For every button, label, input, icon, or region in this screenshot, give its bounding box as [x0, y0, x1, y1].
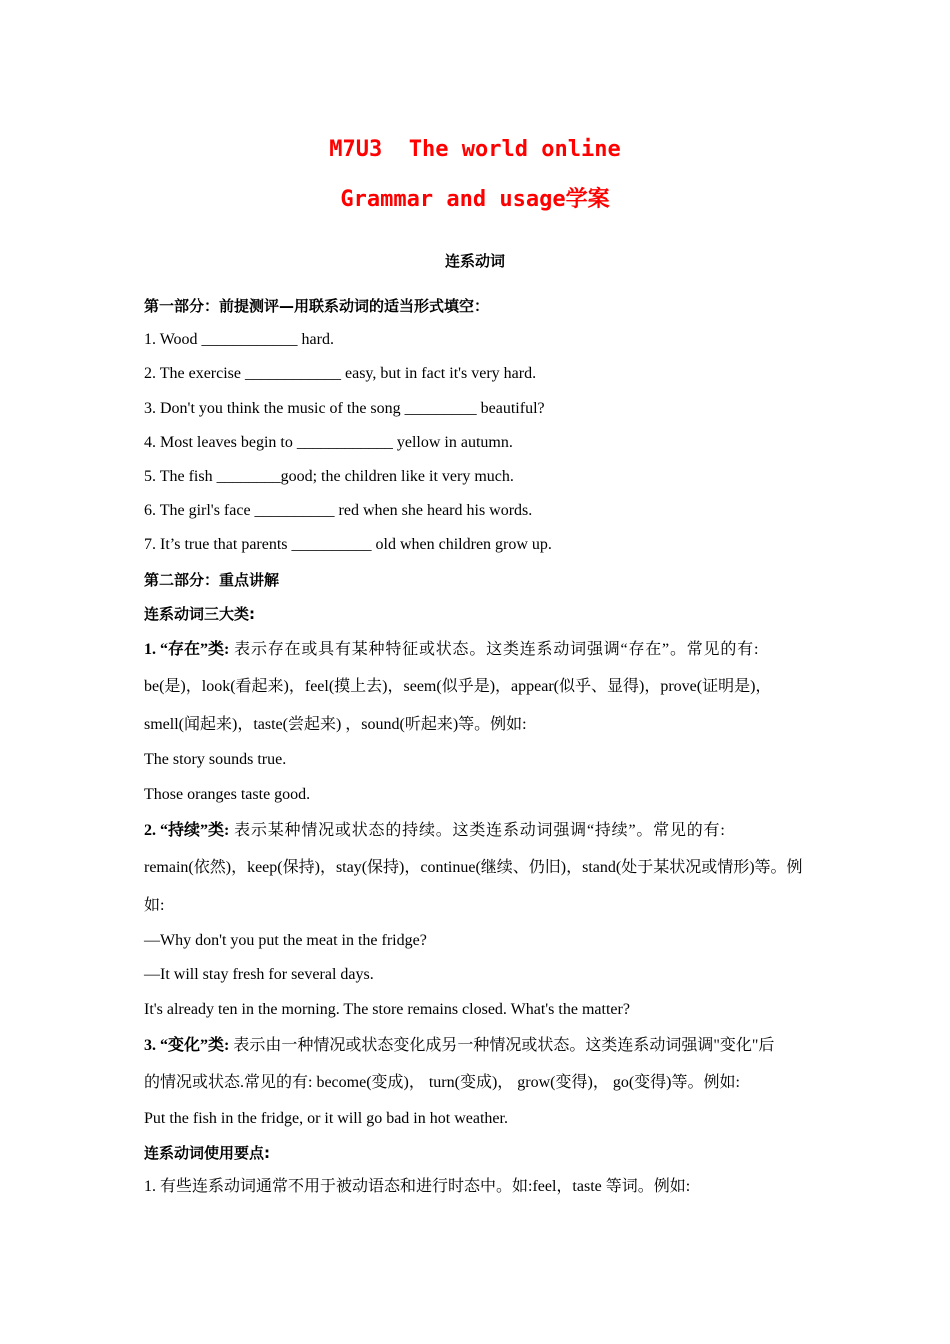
- type2-paragraph: [144, 812, 816, 850]
- type1-example-1: The story sounds true.: [144, 751, 287, 769]
- type3-description: 表示由一种情况或状态变化成另一种情况或状态。这类连系动词强调"变化"后: [229, 1036, 775, 1054]
- type2-line2: remain(依然)，keep(保持)，stay(保持)，continue(继续、仍旧)，stand(处于某状况或情形)等。例: [144, 859, 803, 877]
- type2-example-3: It's already ten in the morning. The store remains closed. What's the matter?: [144, 1000, 630, 1018]
- part1-heading: 第一部分：前提测评—用联系动词的适当形式填空：: [144, 297, 490, 315]
- topic-heading: 连系动词: [444, 252, 505, 270]
- type2-example-1: —Why don't you put the meat in the fridge?: [144, 932, 427, 950]
- type2-description: 表示某种情况或状态的持续。这类连系动词强调“持续”。常见的有:: [229, 821, 726, 839]
- question-6: 6. The girl's face __________ red when she heard his words.: [144, 502, 533, 520]
- part2-heading: 第二部分：重点讲解: [144, 570, 280, 589]
- question-4: 4. Most leaves begin to ____________ yellow in autumn.: [144, 433, 513, 451]
- type1-description: 表示存在或具有某种特征或状态。这类连系动词强调“存在”。常见的有:: [229, 640, 760, 658]
- usage-point-1: 1. 有些连系动词通常不用于被动语态和进行时态中。如:feel，taste 等词。例如:: [144, 1178, 691, 1196]
- question-7: 7. It’s true that parents __________ old when children grow up.: [144, 536, 552, 554]
- type1-paragraph: [144, 631, 816, 669]
- type2-label: 2. “持续”类:: [144, 821, 230, 839]
- types-heading: 连系动词三大类:: [144, 604, 255, 623]
- type1-label: 1. “存在”类:: [144, 640, 230, 658]
- type3-example-1: Put the fish in the fridge, or it will go bad in hot weather.: [144, 1109, 508, 1127]
- document-body: [144, 289, 816, 1204]
- document-title: M7U3 The world online: [329, 137, 621, 162]
- type1-example-2: Those oranges taste good.: [144, 785, 311, 803]
- type1-line3: smell(闻起来)，taste(尝起来) ，sound(听起来)等。例如:: [144, 715, 527, 733]
- type3-line2: 的情况或状态.常见的有: become(变成)， turn(变成)， grow(变得)， go(变得)等。例如:: [144, 1074, 740, 1092]
- question-3: 3. Don't you think the music of the song _________ beautiful?: [144, 399, 545, 417]
- usage-heading: 连系动词使用要点:: [144, 1144, 270, 1162]
- document-subtitle-title: Grammar and usage学案: [340, 187, 610, 212]
- type2-example-2: —It will stay fresh for several days.: [144, 966, 374, 984]
- question-2: 2. The exercise ____________ easy, but in fact it's very hard.: [144, 365, 537, 383]
- type1-line2: be(是)，look(看起来)，feel(摸上去)，seem(似乎是)，appear(似乎、显得)，prove(证明是)，: [144, 678, 772, 696]
- type3-label: 3. “变化”类:: [144, 1036, 230, 1054]
- type3-paragraph: [144, 1027, 816, 1065]
- type2-line3: 如:: [144, 896, 165, 914]
- question-1: 1. Wood ____________ hard.: [144, 331, 334, 349]
- question-5: 5. The fish ________good; the children like it very much.: [144, 467, 514, 485]
